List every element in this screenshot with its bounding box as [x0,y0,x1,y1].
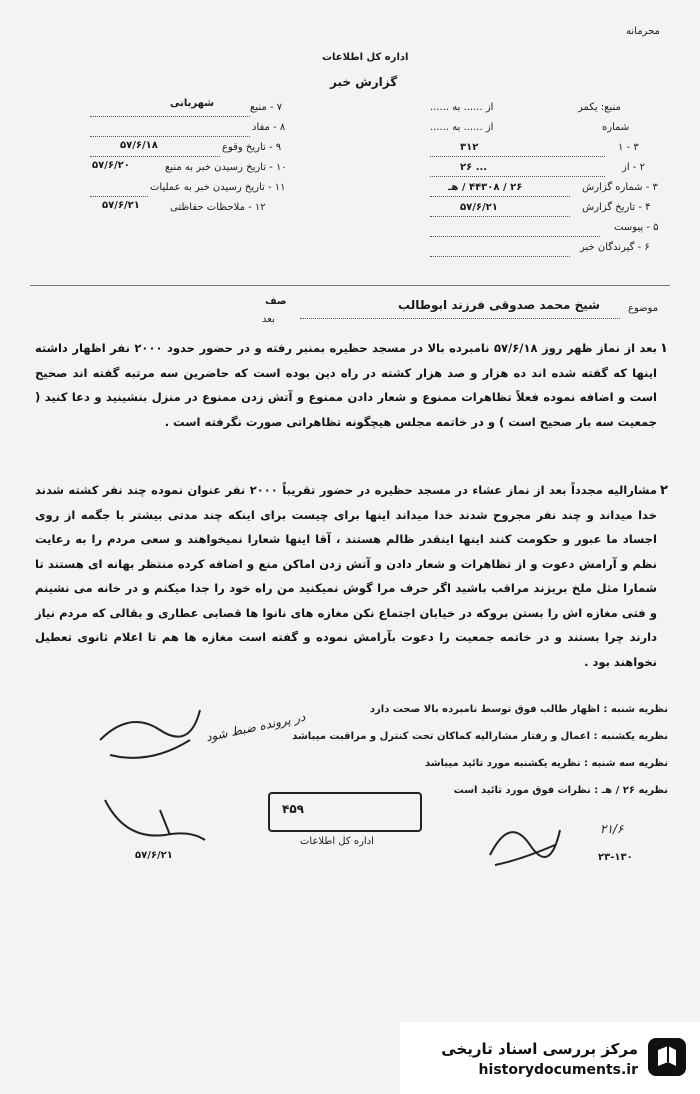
field-label: ۸ - مفاد [252,122,286,133]
field-label: ۴ - تاریخ گزارش [582,202,651,213]
dotted-line [90,156,220,157]
dotted-line [90,116,250,117]
paragraph-number: ۱ [660,341,668,356]
side-note: صف [265,296,287,307]
archive-logo-icon [646,1036,688,1078]
report-title: گزارش خبر [330,75,398,89]
field-value: ۳۱۲ [460,142,479,153]
bottom-right-code: ۲۳-۱۳۰ [598,852,633,863]
footer-center-name: مرکز بررسی اسناد تاریخی [441,1040,638,1058]
dotted-line [430,236,600,237]
subject-text: شیخ محمد صدوقی فرزند ابوطالب [398,298,600,312]
classification-label: محرمانه [626,26,660,37]
dotted-line [90,136,250,137]
handwritten-note: در پرونده ضبط شود [204,709,307,745]
field-label: ۱۱ - تاریخ رسیدن خبر به عملیات [150,182,286,193]
footer-watermark [400,1022,700,1094]
field-label: منبع: یکمر [578,102,621,113]
signature-scribble [480,810,570,870]
opinion-line: نظریه ۲۶ / هـ : نظرات فوق مورد تائید است [453,785,668,796]
stamp-number: ۴۵۹ [282,802,304,816]
field-label: شماره [602,122,630,133]
dotted-line [430,196,570,197]
opinion-line: نظریه شنبه : اظهار طالب فوق توسط نامبرده بالا صحت دارد [369,704,668,715]
field-label: ۲ - از [622,162,645,173]
dotted-line [430,256,570,257]
field-label: ۶ - گیرندگان خبر [580,242,650,253]
bottom-left-date: ۵۷/۶/۲۱ [135,850,173,861]
field-label: ۱۲ - ملاحظات حفاظتی [170,202,266,213]
field-value: از ...... به ...... [430,102,494,113]
opinion-line: نظریه یکشنبه : اعمال و رفتار مشارالیه کماکان تحت کنترل و مراقبت میباشد [292,731,668,742]
dotted-line [430,216,570,217]
field-value: ۵۷/۶/۲۰ [92,160,130,171]
field-value: ۲۶ / ۴۴۳۰۸ / هـ [448,182,523,193]
org-name: اداره کل اطلاعات [322,52,409,63]
field-value: ۵۷/۶/۱۸ [120,140,158,151]
field-label: ۳ - شماره گزارش [582,182,658,193]
dotted-line [300,318,620,319]
stamp-caption: اداره کل اطلاعات [300,836,374,847]
field-value: شهربانی [170,98,215,109]
dotted-line [430,176,605,177]
opinion-line: نظریه سه شنبه : نظریه یکشنبه مورد تائید میباشد [424,758,668,769]
dotted-line [430,156,605,157]
bottom-right-sign: ۲۱/۶ [600,822,624,836]
subject-label: موضوع [628,303,659,314]
field-value: ۵۷/۶/۲۱ [460,202,498,213]
header-divider [30,285,670,286]
field-value: ۲۶ ... [460,162,488,173]
field-value: از ...... به ...... [430,122,494,133]
stamp-box [268,792,422,832]
signature-scribble [100,790,210,850]
signature-scribble [90,700,210,770]
dotted-line [90,196,148,197]
side-note: بعد [262,314,275,325]
paragraph-1: بعد از نماز ظهر روز ۵۷/۶/۱۸ نامبرده بالا در مسجد حظیره بمنبر رفته و در حضور حدود ۲۰۰۰ نفر اظهار داشته اینها که گفته شده اند ده هزار و صد هزار کشته در راه دین بوده است که حاضرین سه مرتبه گفته اند صحیح است و اضافه نموده فعلاً تظاهرات ممنوع و شعار دادن ممنوع و آتش زدن ممنوع در منزل بنشینید و دعا کنید ( جمعیت سه بار صحیح است ) و در خاتمه مجلس هیچگونه تظاهراتی صورت نگرفته است . [35,341,657,429]
field-value: ۵۷/۶/۲۱ [102,200,140,211]
paragraph-2: مشارالیه مجدداً بعد از نماز عشاء در مسجد حظیره در حضور تقریباً ۲۰۰۰ نفر عنوان نموده چند نفر کشته شدند خدا میداند و چند نفر مجروح شدند خدا میداند اینها برای چیست برای اینکه چند مدتی بیشتر با جگمه از روی اجساد ما عبور و حکومت کنند اینها اینقدر ظالم هستند ، آقا اینها شعارا نمیخواهند و سعی مردم را به رعایت نظم و آرامش دعوت و از تظاهرات و شعار دادن و آتش زدن اماکن منع و اضافه کرده منتظر بهانه ای هستند تا شمارا مثل ملخ بریزند مراقب باشید اگر حرف مرا گوش نمیکنید من راه خود را جدا میکنم و در خانه می نشینم و فتی مغازه اش را بستن بروکه در خیابان اجتماع نکن مغازه های نانوا ها قصابی عطاری و بقالی که مردم نیاز دارند چرا بستند و در خاتمه جمعیت را دعوت بآرامش نموده و گفته است مغازه ها هم تا اعلام ثانوی تعطیل نخواهند بود . [35,483,657,669]
footer-website: historydocuments.ir [478,1062,638,1078]
field-label: ۱ - ۳ [618,142,639,153]
paragraph-number: ۲ [660,483,668,498]
field-label: ۱۰ - تاریخ رسیدن خبر به منبع [165,162,287,173]
field-label: ۹ - تاریخ وقوع [222,142,282,153]
field-label: ۵ - پیوست [614,222,659,233]
field-label: ۷ - منبع [250,102,283,113]
